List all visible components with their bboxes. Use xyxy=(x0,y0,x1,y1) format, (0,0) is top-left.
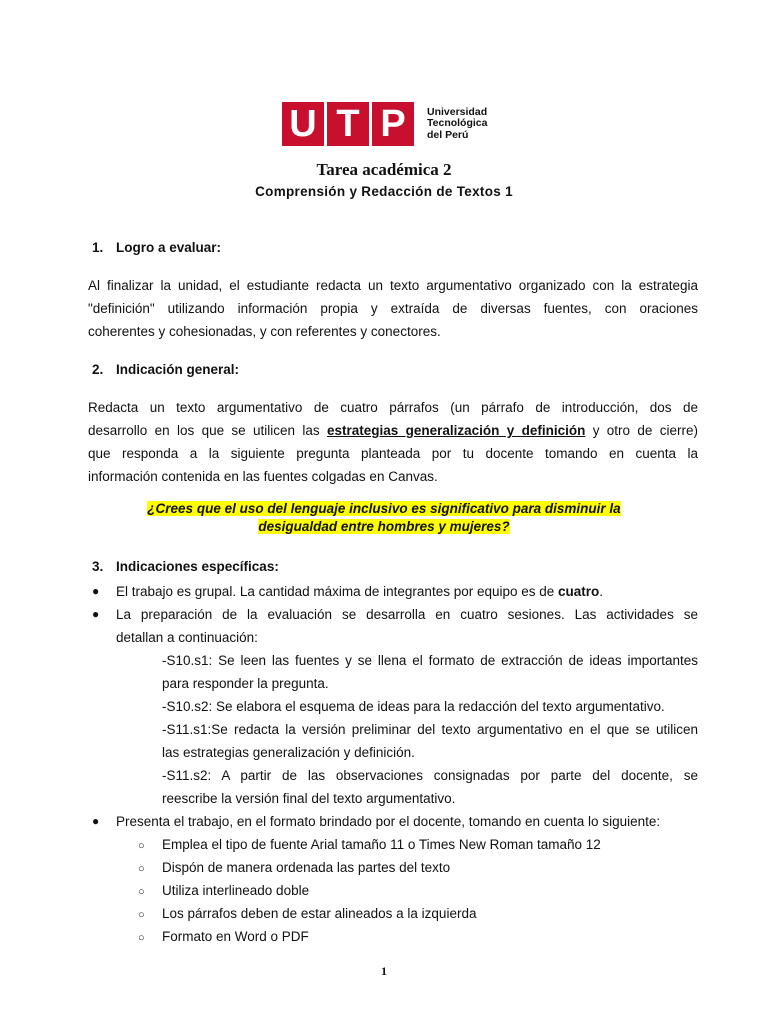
bullet-line: La preparación de la evaluación se desarrolla en cuatro sesiones. Las actividades se xyxy=(116,607,698,622)
section-1-heading xyxy=(92,240,221,255)
logo-letter-u: U xyxy=(282,102,324,146)
paragraph-line: Redacta un texto argumentativo de cuatro párrafos (un párrafo de introducción, dos de xyxy=(88,400,698,415)
logo-line-1: Universidad xyxy=(427,105,488,118)
section-2-number: 2. xyxy=(92,362,104,377)
paragraph-line xyxy=(88,419,698,442)
bullet-text: Presenta el trabajo, en el formato brindado por el docente, tomando en cuenta lo siguiente: xyxy=(116,814,661,829)
session-item-s10-s1 xyxy=(162,649,698,695)
session-line: las estrategias generalización y definición. xyxy=(162,745,415,760)
bullet-item xyxy=(92,580,698,603)
session-line: reescribe la versión final del texto argumentativo. xyxy=(162,791,456,806)
session-line: -S10.s1: Se leen las fuentes y se llena el formato de extracción de ideas importantes xyxy=(162,653,698,668)
circle-bullet-icon: ○ xyxy=(138,886,145,898)
section-2-heading xyxy=(92,362,239,377)
bullet-icon: ● xyxy=(92,584,100,598)
section-1-number: 1. xyxy=(92,240,104,255)
question-line-1: ¿Crees que el uso del lenguaje inclusivo es significativo para disminuir la xyxy=(147,501,621,516)
bullet-text xyxy=(116,580,698,603)
document-subtitle: Comprensión y Redacción de Textos 1 xyxy=(255,184,513,199)
text-run: y otro de cierre) xyxy=(585,423,698,438)
max-members-emphasis: cuatro xyxy=(558,584,600,599)
paragraph-line: información contenida en las fuentes colgadas en Canvas. xyxy=(88,469,438,484)
logo-letter-t: T xyxy=(327,102,369,146)
document-title: Tarea académica 2 xyxy=(316,160,452,179)
page-number: 1 xyxy=(381,964,387,978)
bullet-icon: ● xyxy=(92,607,100,621)
format-item xyxy=(138,902,476,927)
format-item xyxy=(138,879,309,904)
format-item xyxy=(138,833,601,858)
section-1-title: Logro a evaluar: xyxy=(116,240,222,255)
format-item xyxy=(138,856,450,881)
session-line: -S11.s2: A partir de las observaciones consignadas por parte del docente, se xyxy=(162,768,698,783)
bullet-item xyxy=(92,810,698,833)
paragraph-line: que responda a la siguiente pregunta planteada por tu docente tomando en cuenta la xyxy=(88,446,698,461)
strategies-emphasis: estrategias generalización y definición xyxy=(327,423,586,438)
bullet-text xyxy=(116,603,698,649)
utp-logo xyxy=(282,102,487,146)
circle-bullet-icon: ○ xyxy=(138,863,145,875)
logo-line-2: Tecnológica xyxy=(427,117,488,130)
section-1-paragraph xyxy=(88,274,698,343)
paragraph-line: coherentes y cohesionadas, y con referentes y conectores. xyxy=(88,324,441,339)
format-item-text: Los párrafos deben de estar alineados a la izquierda xyxy=(162,906,477,921)
text-run: . xyxy=(599,584,604,599)
bullet-icon: ● xyxy=(92,814,100,828)
bullet-line: detallan a continuación: xyxy=(116,630,258,645)
circle-bullet-icon: ○ xyxy=(138,840,145,852)
session-item-s11-s1 xyxy=(162,718,698,764)
question-line-2: desigualdad entre hombres y mujeres? xyxy=(258,519,510,534)
format-item-text: Formato en Word o PDF xyxy=(162,929,309,944)
bullet-item xyxy=(92,603,698,649)
circle-bullet-icon: ○ xyxy=(138,909,145,921)
session-line: para responder la pregunta. xyxy=(162,676,329,691)
logo-wordmark xyxy=(427,107,487,142)
section-3-number: 3. xyxy=(92,559,104,574)
circle-bullet-icon: ○ xyxy=(138,932,145,944)
section-2-paragraph xyxy=(88,396,698,488)
session-line: -S10.s2: Se elabora el esquema de ideas para la redacción del texto argumentativo. xyxy=(162,699,665,714)
paragraph-line: "definición" utilizando información propia y extraída de diversas fuentes, con oraciones xyxy=(88,301,698,316)
highlighted-question xyxy=(0,500,768,536)
format-item-text: Utiliza interlineado doble xyxy=(162,883,310,898)
section-3-heading xyxy=(92,559,279,574)
paragraph-line: Al finalizar la unidad, el estudiante redacta un texto argumentativo organizado con la estrategia xyxy=(88,278,698,293)
logo-letter-p: P xyxy=(372,102,414,146)
session-item-s10-s2 xyxy=(162,695,698,718)
format-item-text: Emplea el tipo de fuente Arial tamaño 11 o Times New Roman tamaño 12 xyxy=(162,837,601,852)
format-item-text: Dispón de manera ordenada las partes del texto xyxy=(162,860,451,875)
session-item-s11-s2 xyxy=(162,764,698,810)
format-item xyxy=(138,925,309,950)
session-line: -S11.s1:Se redacta la versión preliminar del texto argumentativo en el que se utilicen xyxy=(162,722,698,737)
section-3-title: Indicaciones específicas: xyxy=(116,559,279,574)
section-2-title: Indicación general: xyxy=(116,362,240,377)
text-run: El trabajo es grupal. La cantidad máxima de integrantes por equipo es de xyxy=(116,584,559,599)
text-run: desarrollo en los que se utilicen las xyxy=(88,423,327,438)
logo-line-3: del Perú xyxy=(427,128,469,141)
